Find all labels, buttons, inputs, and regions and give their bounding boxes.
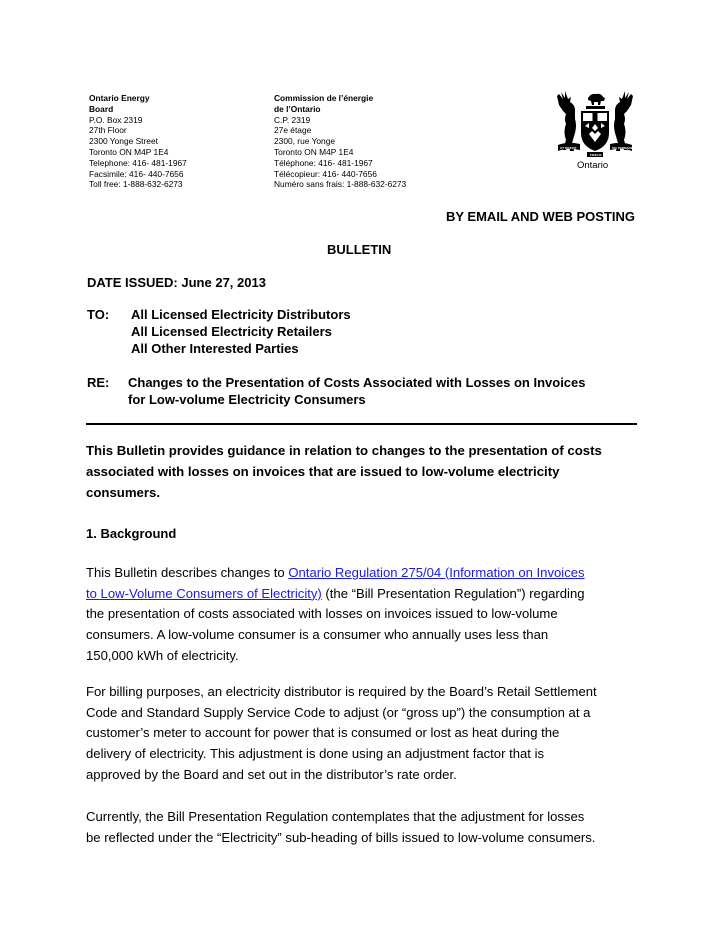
para1-intro-text: This Bulletin describes changes to [86,565,289,580]
board-name-en-line1: Ontario Energy [89,93,150,103]
letterhead-french [274,93,406,190]
fax-line: Facsimile: 416- 440-7656 [89,168,184,179]
to-label: TO: [87,307,110,322]
summary-line: This Bulletin provides guidance in relation to changes to the presentation of costs [86,443,602,458]
board-name-en-line2: Board [89,103,114,114]
address-line: Toronto ON M4P 1E4 [274,146,354,157]
motto-right: SIC PERMANET [612,146,635,150]
re-subject [128,374,586,408]
letterhead-english [89,93,187,190]
motto-left: UT INCEPIT [560,146,577,150]
recipient-item: All Licensed Electricity Distributors [131,307,351,322]
paragraph-line: approved by the Board and set out in the distributor’s rate order. [86,766,457,782]
fax-line: Télécopieur: 416- 440-7656 [274,168,377,179]
summary-line: consumers. [86,485,161,500]
re-label: RE: [87,375,110,390]
regulation-link[interactable]: Ontario Regulation 275/04 (Information on Invoices [288,565,585,580]
paragraph-line: 150,000 kWh of electricity. [86,647,239,663]
address-line: C.P. 2319 [274,114,311,125]
bulletin-summary [86,440,602,503]
paragraph-line: delivery of electricity. This adjustment is done using an adjustment factor that is [86,746,545,762]
header-divider [86,423,637,425]
motto-center: FIDELIS [590,153,602,157]
paragraph-current [86,807,595,848]
address-line: Toronto ON M4P 1E4 [89,146,169,157]
document-title: BULLETIN [327,242,392,257]
paragraph-background [86,563,585,667]
date-issued [87,274,266,291]
address-line: 2300 Yonge Street [89,136,158,147]
board-name-fr-line1: Commission de l’énergie [274,93,374,103]
ontario-logo [555,88,635,174]
address-line: 27e étage [274,125,312,136]
paragraph-line: be reflected under the “Electricity” sub-heading of bills issued to low-volume consumers. [86,829,596,845]
paragraph-line: the presentation of costs associated with losses on invoices issued to low-volume [86,606,558,622]
to-recipients [131,306,351,357]
date-issued-value: June 27, 2013 [181,275,266,290]
recipient-item: All Other Interested Parties [131,341,299,356]
paragraph-line: Currently, the Bill Presentation Regulation contemplates that the adjustment for losses [86,809,585,824]
para1-after-link-text: (the “Bill Presentation Regulation”) regarding [321,585,585,601]
coat-of-arms-icon [555,88,635,162]
board-name-fr-line2: de l’Ontario [274,103,321,114]
telephone-line: Telephone: 416- 481-1967 [89,157,187,168]
section-heading-background: 1. Background [86,526,177,541]
paragraph-line: For billing purposes, an electricity distributor is required by the Board’s Retail Settlement [86,684,597,699]
delivery-method: BY EMAIL AND WEB POSTING [446,209,635,224]
recipient-item: All Licensed Electricity Retailers [131,324,332,339]
paragraph-line: consumers. A low-volume consumer is a consumer who annually uses less than [86,627,549,643]
address-line: 2300, rue Yonge [274,136,336,147]
address-line: 27th Floor [89,125,127,136]
re-subject-line: for Low-volume Electricity Consumers [128,392,366,407]
summary-line: associated with losses on invoices that are issued to low-volume electricity [86,464,560,479]
paragraph-billing [86,682,597,786]
address-line: P.O. Box 2319 [89,114,143,125]
re-subject-line: Changes to the Presentation of Costs Associated with Losses on Invoices [128,375,586,390]
tollfree-line: Toll free: 1-888-632-6273 [89,179,183,190]
paragraph-line: Code and Standard Supply Service Code to adjust (or “gross up”) the consumption at a [86,704,591,720]
regulation-link-continued[interactable]: to Low-Volume Consumers of Electricity) [86,585,322,601]
paragraph-line: customer’s meter to account for power that is consumed or lost as heat during the [86,725,560,741]
tollfree-line: Numéro sans frais: 1-888-632-6273 [274,179,407,190]
date-issued-label: DATE ISSUED: [87,275,178,290]
paragraph-line [86,584,585,605]
telephone-line: Téléphone: 416- 481-1967 [274,157,373,168]
ontario-wordmark: Ontario [577,160,609,171]
paragraph-line [86,563,585,584]
